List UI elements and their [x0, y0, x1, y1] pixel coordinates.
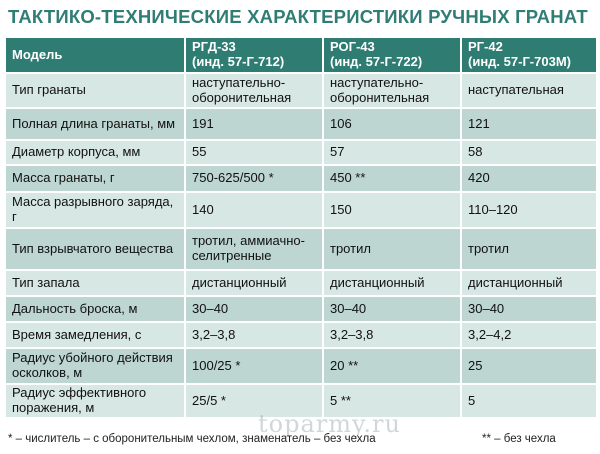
- table-row: [5, 384, 597, 418]
- table-cell: наступательная: [461, 73, 597, 108]
- table-cell: 25/5 *: [185, 384, 323, 418]
- header-col-rog43: [323, 37, 461, 73]
- table-cell: 58: [461, 140, 597, 165]
- table-cell: 121: [461, 108, 597, 140]
- header-col-rgd33: [185, 37, 323, 73]
- table-row: [5, 270, 597, 296]
- header-model: Модель: [5, 37, 185, 73]
- table-cell: 5 **: [323, 384, 461, 418]
- page-title: ТАКТИКО-ТЕХНИЧЕСКИЕ ХАРАКТЕРИСТИКИ РУЧНЫХ ГРАНАТ: [8, 6, 588, 27]
- header-col-name: РОГ-43: [330, 39, 375, 55]
- table-cell: 100/25 *: [185, 348, 323, 384]
- table-cell: 57: [323, 140, 461, 165]
- footnote-1: * – числитель – с оборонительным чехлом, знаменатель – без чехла: [8, 433, 376, 445]
- table-cell: 106: [323, 108, 461, 140]
- table-cell: 750-625/500 *: [185, 165, 323, 192]
- row-label: Время замедления, с: [5, 322, 185, 348]
- title-bar: [0, 0, 600, 36]
- table-row: [5, 140, 597, 165]
- table-cell: 110–120: [461, 192, 597, 228]
- row-label: Диаметр корпуса, мм: [5, 140, 185, 165]
- table-cell: 191: [185, 108, 323, 140]
- table-cell: 30–40: [185, 296, 323, 322]
- header-row: [5, 37, 597, 73]
- table-cell: 20 **: [323, 348, 461, 384]
- table-row: [5, 296, 597, 322]
- table-cell: 140: [185, 192, 323, 228]
- spec-table: [4, 36, 598, 419]
- table-row: [5, 322, 597, 348]
- table-cell: 5: [461, 384, 597, 418]
- watermark: toparmy.ru: [258, 410, 401, 438]
- row-label: Масса разрывного заряда, г: [5, 192, 185, 228]
- table-cell: тротил: [461, 228, 597, 270]
- table-cell: 420: [461, 165, 597, 192]
- table-cell: 25: [461, 348, 597, 384]
- table-row: [5, 228, 597, 270]
- table-cell: дистанционный: [323, 270, 461, 296]
- table-row: [5, 73, 597, 108]
- table-cell: тротил, аммиачно-селитренные: [185, 228, 323, 270]
- table-cell: 3,2–4,2: [461, 322, 597, 348]
- table-row: [5, 192, 597, 228]
- table-cell: 3,2–3,8: [323, 322, 461, 348]
- row-label: Тип взрывчатого вещества: [5, 228, 185, 270]
- table-row: [5, 108, 597, 140]
- footnote-2: ** – без чехла: [482, 433, 556, 445]
- header-col-name: РГ-42: [468, 39, 503, 55]
- table-cell: 55: [185, 140, 323, 165]
- table-cell: 30–40: [323, 296, 461, 322]
- row-label: Радиус эффективного поражения, м: [5, 384, 185, 418]
- row-label: Дальность броска, м: [5, 296, 185, 322]
- table-cell: тротил: [323, 228, 461, 270]
- header-col-rg42: [461, 37, 597, 73]
- row-label: Тип запала: [5, 270, 185, 296]
- table-cell: дистанционный: [461, 270, 597, 296]
- header-col-name: РГД-33: [192, 39, 236, 55]
- row-label: Радиус убойного действия осколков, м: [5, 348, 185, 384]
- table-row: [5, 165, 597, 192]
- table-cell: 3,2–3,8: [185, 322, 323, 348]
- table-cell: наступательно-оборонительная: [323, 73, 461, 108]
- table-cell: дистанционный: [185, 270, 323, 296]
- header-col-index: (инд. 57-Г-712): [192, 54, 285, 69]
- header-col-index: (инд. 57-Г-703М): [468, 54, 571, 69]
- row-label: Тип гранаты: [5, 73, 185, 108]
- header-col-index: (инд. 57-Г-722): [330, 54, 423, 69]
- row-label: Полная длина гранаты, мм: [5, 108, 185, 140]
- table-cell: 150: [323, 192, 461, 228]
- table-cell: 450 **: [323, 165, 461, 192]
- table-cell: 30–40: [461, 296, 597, 322]
- table-row: [5, 348, 597, 384]
- row-label: Масса гранаты, г: [5, 165, 185, 192]
- table-cell: наступательно-оборонительная: [185, 73, 323, 108]
